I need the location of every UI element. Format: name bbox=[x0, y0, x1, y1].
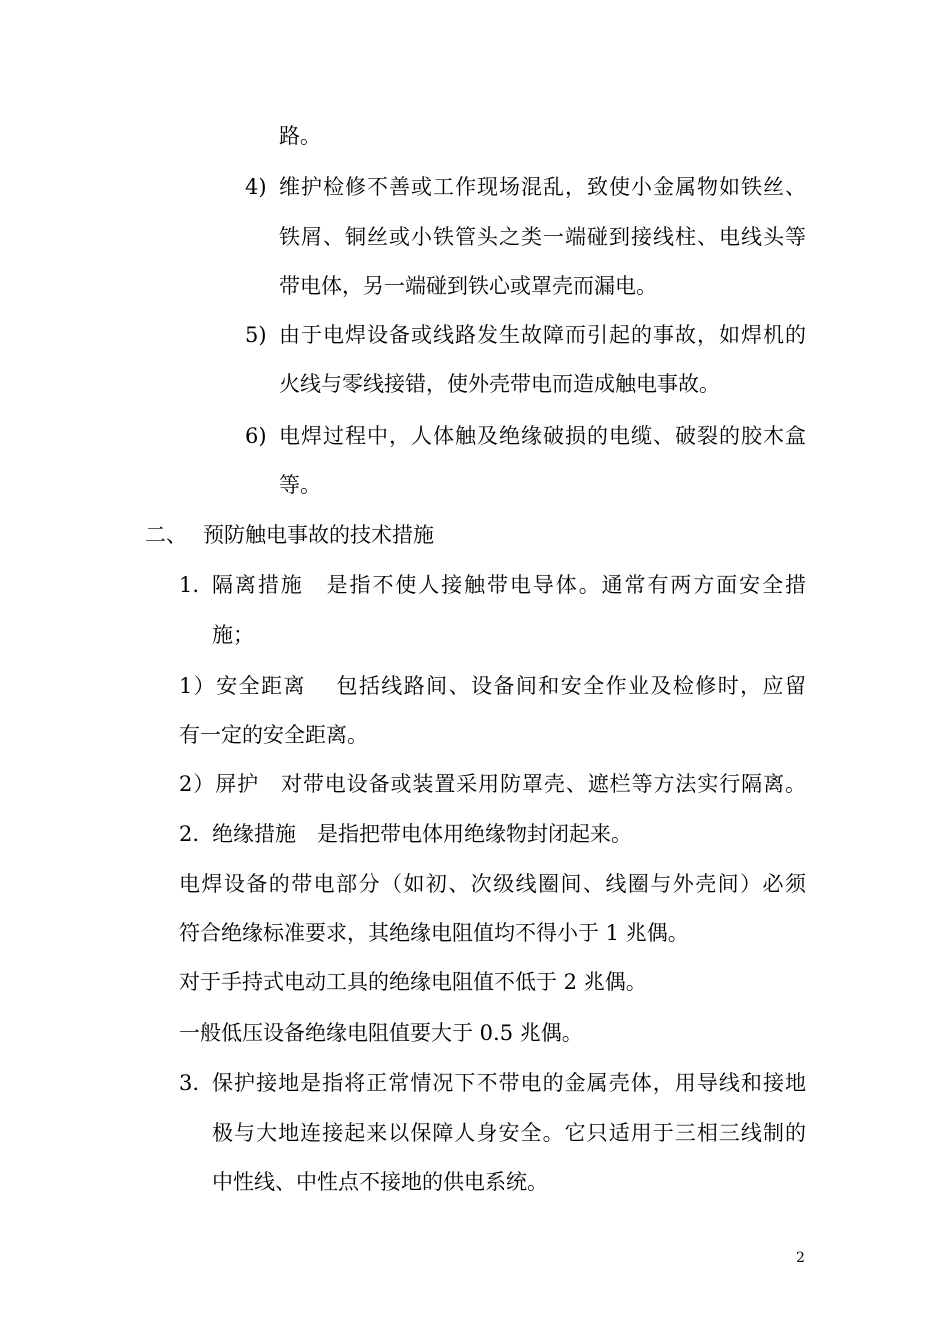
section-number: 二、 bbox=[145, 523, 187, 547]
item-5-line-1: 由于电焊设备或线路发生故障而引起的事故，如焊机的 bbox=[279, 323, 806, 347]
subsection-1-number: 1. bbox=[179, 573, 200, 597]
subsection-2-number: 2. bbox=[179, 822, 200, 846]
section-heading: 预防触电事故的技术措施 bbox=[203, 523, 434, 547]
item-4-number: 4) bbox=[245, 175, 267, 199]
subsection-3-line-3: 中性线、中性点不接地的供电系统。 bbox=[212, 1170, 548, 1194]
continued-line: 路。 bbox=[279, 124, 321, 148]
paragraph-shielding: 2）屏护 对带电设备或装置采用防罩壳、遮栏等方法实行隔离。 bbox=[179, 772, 806, 796]
item-4-line-2: 铁屑、铜丝或小铁管头之类一端碰到接线柱、电线头等 bbox=[279, 225, 806, 249]
item-4-line-1: 维护检修不善或工作现场混乱，致使小金属物如铁丝、 bbox=[279, 175, 806, 199]
page-number: 2 bbox=[796, 1250, 805, 1266]
paragraph-insulation-line-1: 电焊设备的带电部分（如初、次级线圈间、线圈与外壳间）必须 bbox=[179, 872, 806, 896]
subsection-1-line-1: 隔离措施 是指不使人接触带电导体。通常有两方面安全措 bbox=[212, 573, 806, 597]
paragraph-low-voltage: 一般低压设备绝缘电阻值要大于 0.5 兆偶。 bbox=[179, 1021, 583, 1045]
subsection-3-number: 3. bbox=[179, 1071, 200, 1095]
item-5-number: 5) bbox=[245, 323, 267, 347]
subsection-3-line-2: 极与大地连接起来以保障人身安全。它只适用于三相三线制的 bbox=[212, 1121, 806, 1145]
item-4-line-3: 带电体，另一端碰到铁心或罩壳而漏电。 bbox=[279, 274, 657, 298]
item-5-line-2: 火线与零线接错，使外壳带电而造成触电事故。 bbox=[279, 372, 720, 396]
paragraph-safe-distance-line-1: 1）安全距离 包括线路间、设备间和安全作业及检修时，应留 bbox=[179, 674, 806, 698]
item-6-line-2: 等。 bbox=[279, 473, 321, 497]
subsection-2-line-1: 绝缘措施 是指把带电体用绝缘物封闭起来。 bbox=[212, 822, 632, 846]
paragraph-handheld-tools: 对于手持式电动工具的绝缘电阻值不低于 2 兆偶。 bbox=[179, 970, 647, 994]
subsection-3-line-1: 保护接地是指将正常情况下不带电的金属壳体，用导线和接地 bbox=[212, 1071, 806, 1095]
item-6-line-1: 电焊过程中，人体触及绝缘破损的电缆、破裂的胶木盒 bbox=[279, 424, 806, 448]
subsection-1-line-2: 施； bbox=[212, 623, 254, 647]
paragraph-safe-distance-line-2: 有一定的安全距离。 bbox=[179, 723, 368, 747]
item-6-number: 6) bbox=[245, 424, 267, 448]
paragraph-insulation-line-2: 符合绝缘标准要求，其绝缘电阻值均不得小于 1 兆偶。 bbox=[179, 921, 689, 945]
